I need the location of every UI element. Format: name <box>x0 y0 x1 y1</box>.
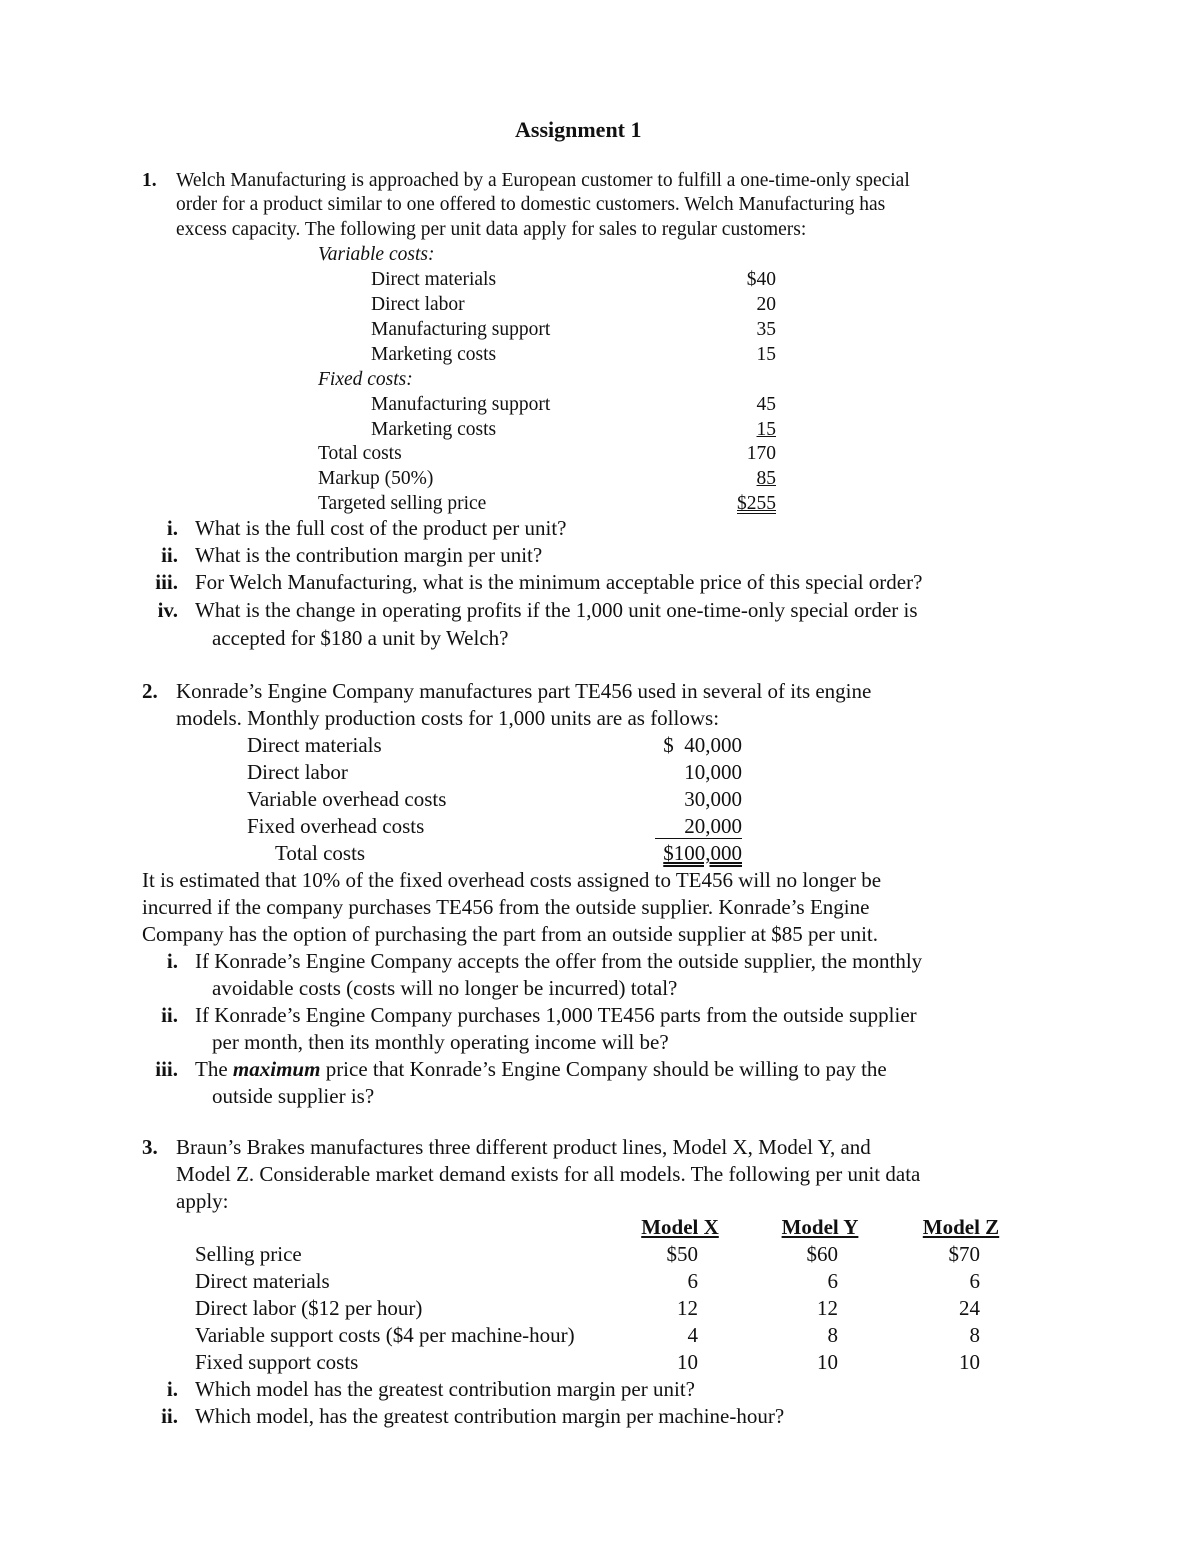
q3-question-number: ii. <box>161 1404 178 1428</box>
q3-cell: $70 <box>948 1242 980 1266</box>
q1-question-text: For Welch Manufacturing, what is the minimum acceptable price of this special order? <box>195 570 923 594</box>
q2-question-number: i. <box>166 949 178 973</box>
q2-question-number: ii. <box>161 1003 178 1027</box>
q1-text-line: order for a product similar to one offered to domestic customers. Welch Manufacturing has <box>176 194 886 215</box>
q3-row-label: Fixed support costs <box>195 1350 359 1374</box>
q1-question-text: What is the contribution margin per unit? <box>195 543 543 567</box>
q1-markup-label: Markup (50%) <box>318 468 434 489</box>
q2-cost-label: Direct materials <box>247 733 382 757</box>
q3-question-text: Which model, has the greatest contribution margin per machine-hour? <box>195 1404 785 1428</box>
q3-cell: 10 <box>817 1350 838 1374</box>
q3-cell: 6 <box>969 1269 980 1293</box>
q2-question-text-pre: The <box>195 1057 233 1081</box>
q1-question-number: ii. <box>161 543 178 567</box>
q2-cost-value: 10,000 <box>684 760 742 784</box>
q1-question-number: iv. <box>157 598 178 622</box>
q2-question-text <box>195 1059 887 1080</box>
q2-cost-value: $ 40,000 <box>663 733 742 757</box>
q1-cost-value: 15 <box>756 344 776 365</box>
q3-cell: 12 <box>817 1296 838 1320</box>
q2-total-value: $100,000 <box>663 841 742 865</box>
q3-cell: 8 <box>969 1323 980 1347</box>
q1-text-line: Welch Manufacturing is approached by a European customer to fulfill a one-time-only special <box>176 170 910 191</box>
q1-cost-label: Marketing costs <box>371 419 497 440</box>
q1-number: 1. <box>142 170 157 191</box>
q3-row-label: Variable support costs ($4 per machine-hour) <box>195 1323 575 1347</box>
q1-cost-label: Marketing costs <box>371 344 497 365</box>
q1-cost-value: 45 <box>756 394 776 415</box>
q2-subtotal-rule <box>655 838 742 839</box>
q1-cost-label: Direct labor <box>371 294 465 315</box>
q2-question-text: If Konrade’s Engine Company purchases 1,000 TE456 parts from the outside supplier <box>195 1003 917 1027</box>
q2-question-text-cont: avoidable costs (costs will no longer be incurred) total? <box>212 976 678 1000</box>
q3-cell: 6 <box>687 1269 698 1293</box>
q3-number: 3. <box>142 1135 158 1159</box>
q2-text-line: models. Monthly production costs for 1,000 units are as follows: <box>176 706 720 730</box>
q2-cost-label: Fixed overhead costs <box>247 814 425 838</box>
q2-number: 2. <box>142 679 158 703</box>
q2-question-number: iii. <box>155 1057 178 1081</box>
q3-cell: 6 <box>827 1269 838 1293</box>
q2-cost-label: Direct labor <box>247 760 348 784</box>
q3-column-header: Model Z <box>922 1215 1000 1239</box>
q3-question-number: i. <box>166 1377 178 1401</box>
q1-cost-label: Manufacturing support <box>371 319 551 340</box>
q3-row-label: Direct materials <box>195 1269 330 1293</box>
q2-cost-value: 30,000 <box>684 787 742 811</box>
q3-text-line: Model Z. Considerable market demand exists for all models. The following per unit data <box>176 1162 921 1186</box>
q1-cost-value: 20 <box>756 294 776 315</box>
q1-cost-label: Manufacturing support <box>371 394 551 415</box>
q3-cell: 10 <box>959 1350 980 1374</box>
q3-text-line: apply: <box>176 1189 229 1213</box>
q3-cell: 8 <box>827 1323 838 1347</box>
q1-variable-costs-heading: Variable costs: <box>318 244 435 265</box>
q2-question-text: If Konrade’s Engine Company accepts the offer from the outside supplier, the monthly <box>195 949 923 973</box>
q3-cell: 24 <box>959 1296 980 1320</box>
q3-question-text: Which model has the greatest contribution margin per unit? <box>195 1377 695 1401</box>
q1-cost-value: 15 <box>756 419 776 440</box>
q3-cell: $50 <box>666 1242 698 1266</box>
q2-question-emphasis: maximum <box>232 1057 321 1081</box>
q1-cost-value: 35 <box>756 319 776 340</box>
q2-para-line: incurred if the company purchases TE456 from the outside supplier. Konrade’s Engine <box>142 895 870 919</box>
q3-cell: 12 <box>677 1296 698 1320</box>
q2-total-label: Total costs <box>275 841 366 865</box>
q1-total-value: 170 <box>746 443 776 464</box>
q3-row-label: Direct labor ($12 per hour) <box>195 1296 423 1320</box>
q1-question-text-cont: accepted for $180 a unit by Welch? <box>212 626 509 650</box>
q3-text-line: Braun’s Brakes manufactures three different product lines, Model X, Model Y, and <box>176 1135 871 1159</box>
q3-cell: 4 <box>687 1323 698 1347</box>
q3-cell: $60 <box>806 1242 838 1266</box>
q1-question-text: What is the full cost of the product per unit? <box>195 516 567 540</box>
q1-cost-label: Direct materials <box>371 269 497 290</box>
q2-text-line: Konrade’s Engine Company manufactures part TE456 used in several of its engine <box>176 679 872 703</box>
q2-cost-label: Variable overhead costs <box>247 787 447 811</box>
q1-question-text: What is the change in operating profits if the 1,000 unit one-time-only special order is <box>195 598 918 622</box>
q2-question-text-cont: per month, then its monthly operating income will be? <box>212 1030 669 1054</box>
q1-question-number: i. <box>166 516 178 540</box>
q1-total-label: Total costs <box>318 443 402 464</box>
page-title: Assignment 1 <box>515 117 642 142</box>
q1-fixed-costs-heading: Fixed costs: <box>318 369 413 390</box>
q1-markup-value: 85 <box>756 468 776 489</box>
q1-cost-value: $40 <box>746 269 776 290</box>
q2-question-text-post: price that Konrade’s Engine Company should be willing to pay the <box>320 1057 887 1081</box>
q3-row-label: Selling price <box>195 1242 302 1266</box>
q3-column-header: Model X <box>641 1215 719 1239</box>
q2-question-text-cont: outside supplier is? <box>212 1084 375 1108</box>
q1-question-number: iii. <box>155 570 178 594</box>
q1-text-line: excess capacity. The following per unit data apply for sales to regular customers: <box>176 219 807 240</box>
q3-cell: 10 <box>677 1350 698 1374</box>
q2-cost-value: 20,000 <box>684 814 742 838</box>
q2-para-line: Company has the option of purchasing the part from an outside supplier at $85 per unit. <box>142 922 879 946</box>
q3-column-header: Model Y <box>781 1215 859 1239</box>
q2-para-line: It is estimated that 10% of the fixed overhead costs assigned to TE456 will no longer be <box>142 868 882 892</box>
q1-price-value: $255 <box>737 493 776 514</box>
q1-price-label: Targeted selling price <box>318 493 487 514</box>
